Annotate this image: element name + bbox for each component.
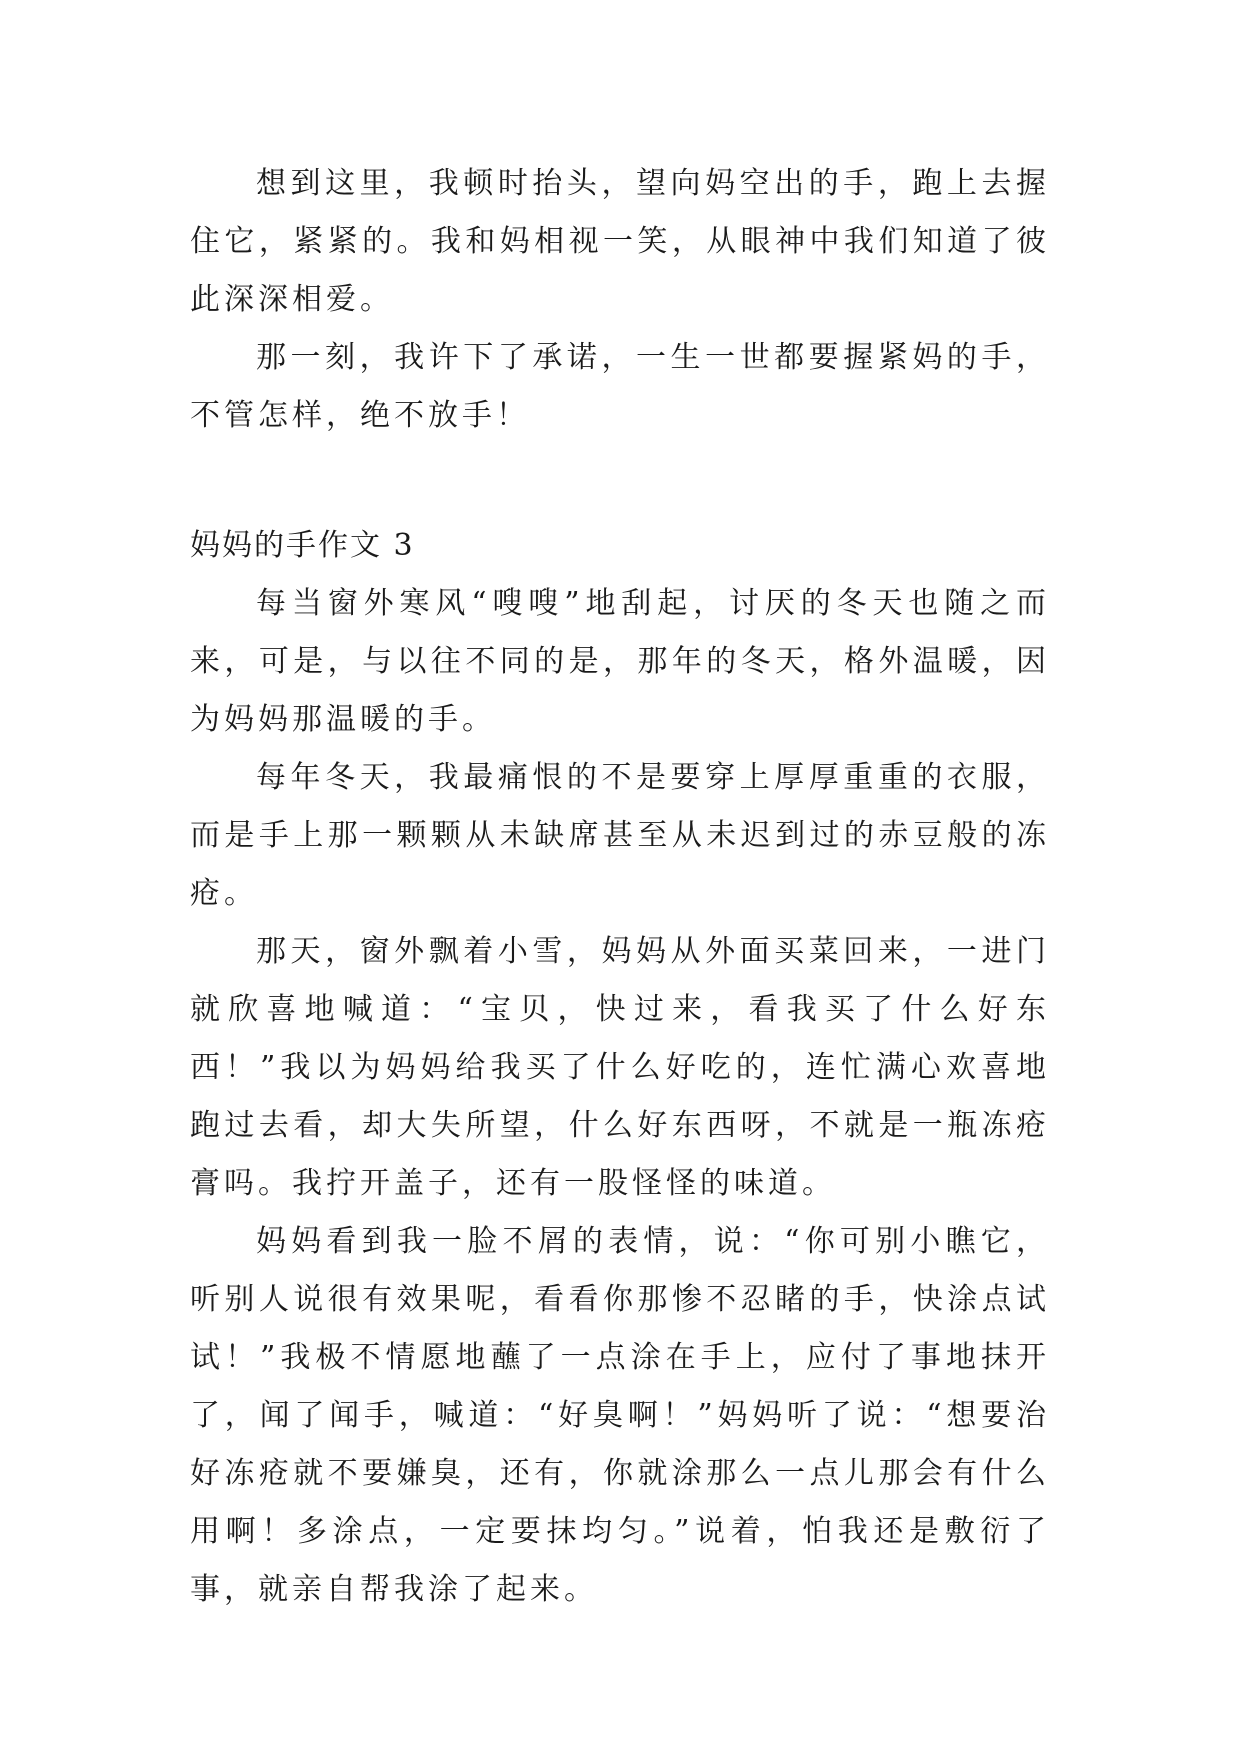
paragraph: 那一刻，我许下了承诺，一生一世都要握紧妈的手，不管怎样，绝不放手！	[190, 340, 1050, 433]
paragraph: 每年冬天，我最痛恨的不是要穿上厚厚重重的衣服，而是手上那一颗颗从未缺席甚至从未迟到过的赤豆般的冻疮。	[190, 760, 1050, 911]
document-page	[190, 155, 1050, 1619]
paragraph: 想到这里，我顿时抬头，望向妈空出的手，跑上去握住它，紧紧的。我和妈相视一笑，从眼神中我们知道了彼此深深相爱。	[190, 166, 1050, 317]
paragraph: 每当窗外寒风“嗖嗖”地刮起，讨厌的冬天也随之而来，可是，与以往不同的是，那年的冬天，格外温暖，因为妈妈那温暖的手。	[190, 586, 1050, 737]
section-title: 妈妈的手作文 3	[190, 528, 415, 563]
paragraph: 那天，窗外飘着小雪，妈妈从外面买菜回来，一进门就欣喜地喊道：“宝贝，快过来，看我买了什么好东西！”我以为妈妈给我买了什么好吃的，连忙满心欢喜地跑过去看，却大失所望，什么好东西呀，不就是一瓶冻疮膏吗。我拧开盖子，还有一股怪怪的味道。	[190, 934, 1050, 1201]
paragraph: 妈妈看到我一脸不屑的表情，说：“你可别小瞧它，听别人说很有效果呢，看看你那惨不忍睹的手，快涂点试试！”我极不情愿地蘸了一点涂在手上，应付了事地抹开了，闻了闻手，喊道：“好臭啊！”妈妈听了说：“想要治好冻疮就不要嫌臭，还有，你就涂那么一点儿那会有什么用啊！多涂点，一定要抹均匀。”说着，怕我还是敷衍了事，就亲自帮我涂了起来。	[190, 1224, 1050, 1607]
